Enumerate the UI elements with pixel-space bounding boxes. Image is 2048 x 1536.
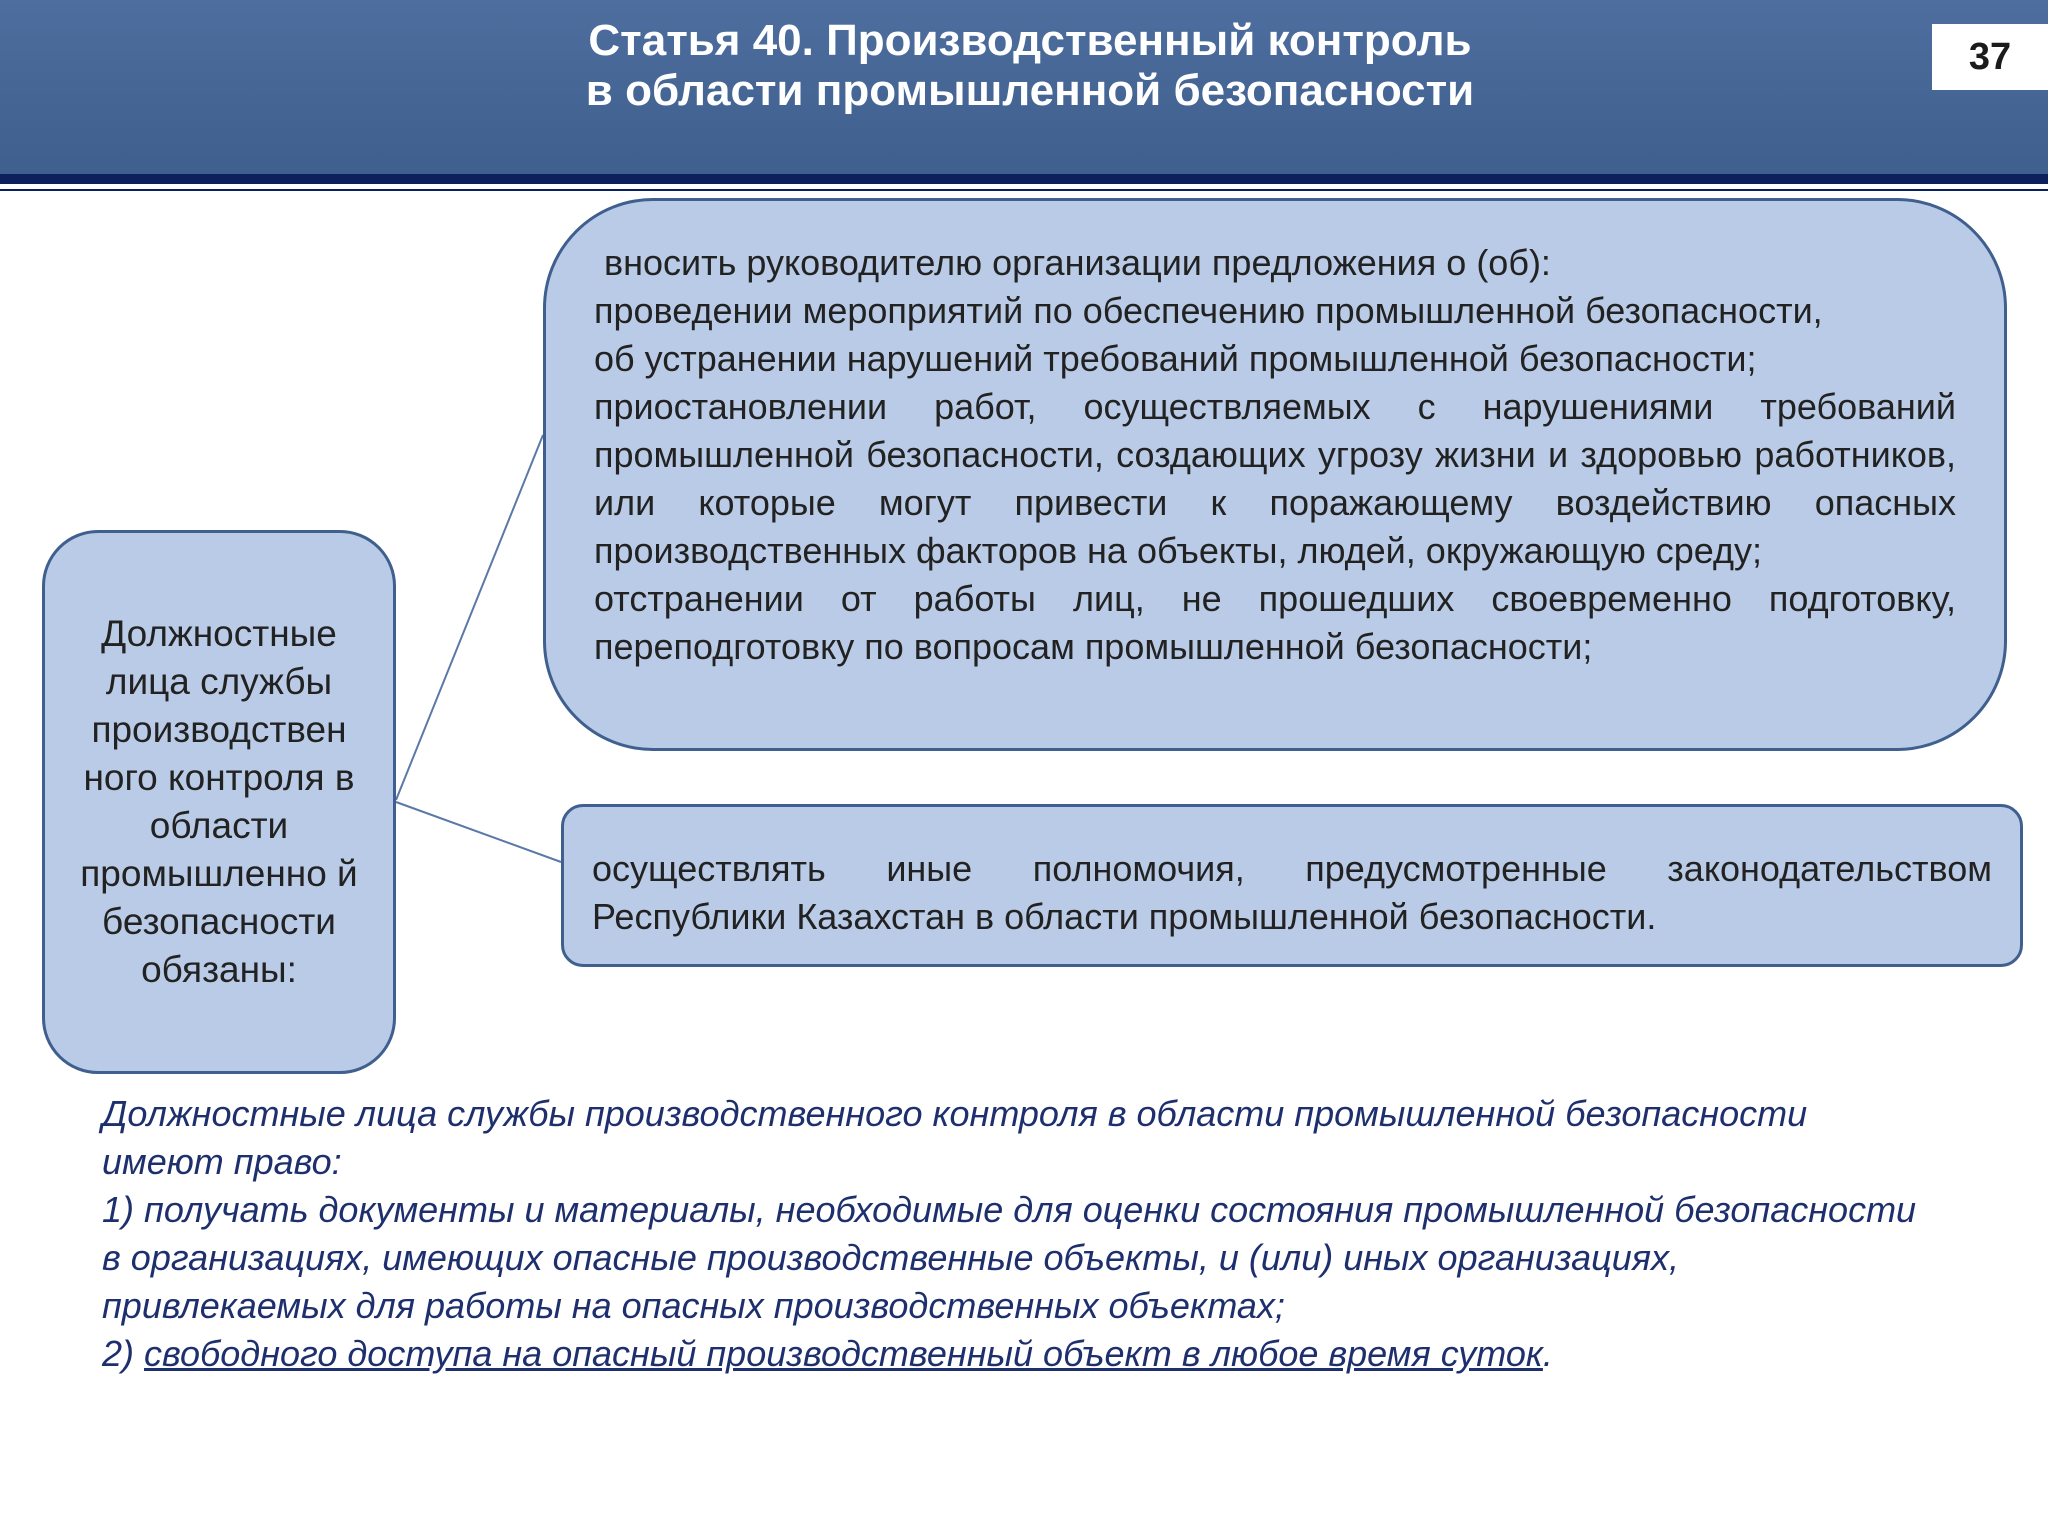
right-item-2 [102, 1330, 1922, 1378]
right-item-2-underlined: свободного доступа на опасный производственный объект в любое время суток [144, 1333, 1543, 1374]
duties-proposals-box [543, 198, 2007, 751]
rights-intro: Должностные лица службы производственного контроля в области промышленной безопасности имеют право: [102, 1093, 1808, 1182]
header-divider-thick [0, 174, 2048, 184]
right-item-2-prefix: 2) [102, 1333, 145, 1374]
slide-title-line2: в области промышленной безопасности [585, 66, 1475, 115]
subject-box [42, 530, 396, 1074]
right-item-1: 1) получать документы и материалы, необходимые для оценки состояния промышленной безопасности в организациях, имеющих опасные производственные объекты, и (или) иных организациях, привлекаемых для работы на опасных производственных объектах; [102, 1189, 1917, 1326]
subject-text: Должностные лица службы производствен ного контроля в области промышленно й безопасности обязаны: [80, 613, 358, 990]
duty-item-4: отстранении от работы лиц, не прошедших своевременно подготовку, переподготовку по вопросам промышленной безопасности; [594, 578, 1956, 667]
slide-header [0, 0, 2048, 174]
slide-title-line1: Статья 40. Производственный контроль [588, 16, 1472, 65]
page-number: 37 [1932, 24, 2048, 90]
duty-item-3: приостановлении работ, осуществляемых с нарушениями требований промышленной безопасности, создающих угрозу жизни и здоровью работников, или которые могут привести к поражающему воздействию опасных производственных факторов на объекты, людей, окружающую среду; [594, 386, 1956, 571]
duty-item-1: проведении мероприятий по обеспечению промышленной безопасности, [594, 290, 1823, 331]
connector-to-top-box [396, 435, 543, 800]
slide-title [180, 16, 1880, 116]
duties-other-box [561, 804, 2023, 967]
header-divider-thin [0, 189, 2048, 191]
other-duties-text: осуществлять иные полномочия, предусмотренные законодательством Республики Казахстан в области промышленной безопасности. [592, 848, 1992, 937]
duty-item-2: об устранении нарушений требований промышленной безопасности; [594, 338, 1757, 379]
connector-to-bottom-box [396, 802, 561, 862]
duties-intro: вносить руководителю организации предложения о (об): [604, 242, 1551, 283]
right-item-2-suffix: . [1542, 1333, 1553, 1374]
rights-section [102, 1090, 1922, 1378]
